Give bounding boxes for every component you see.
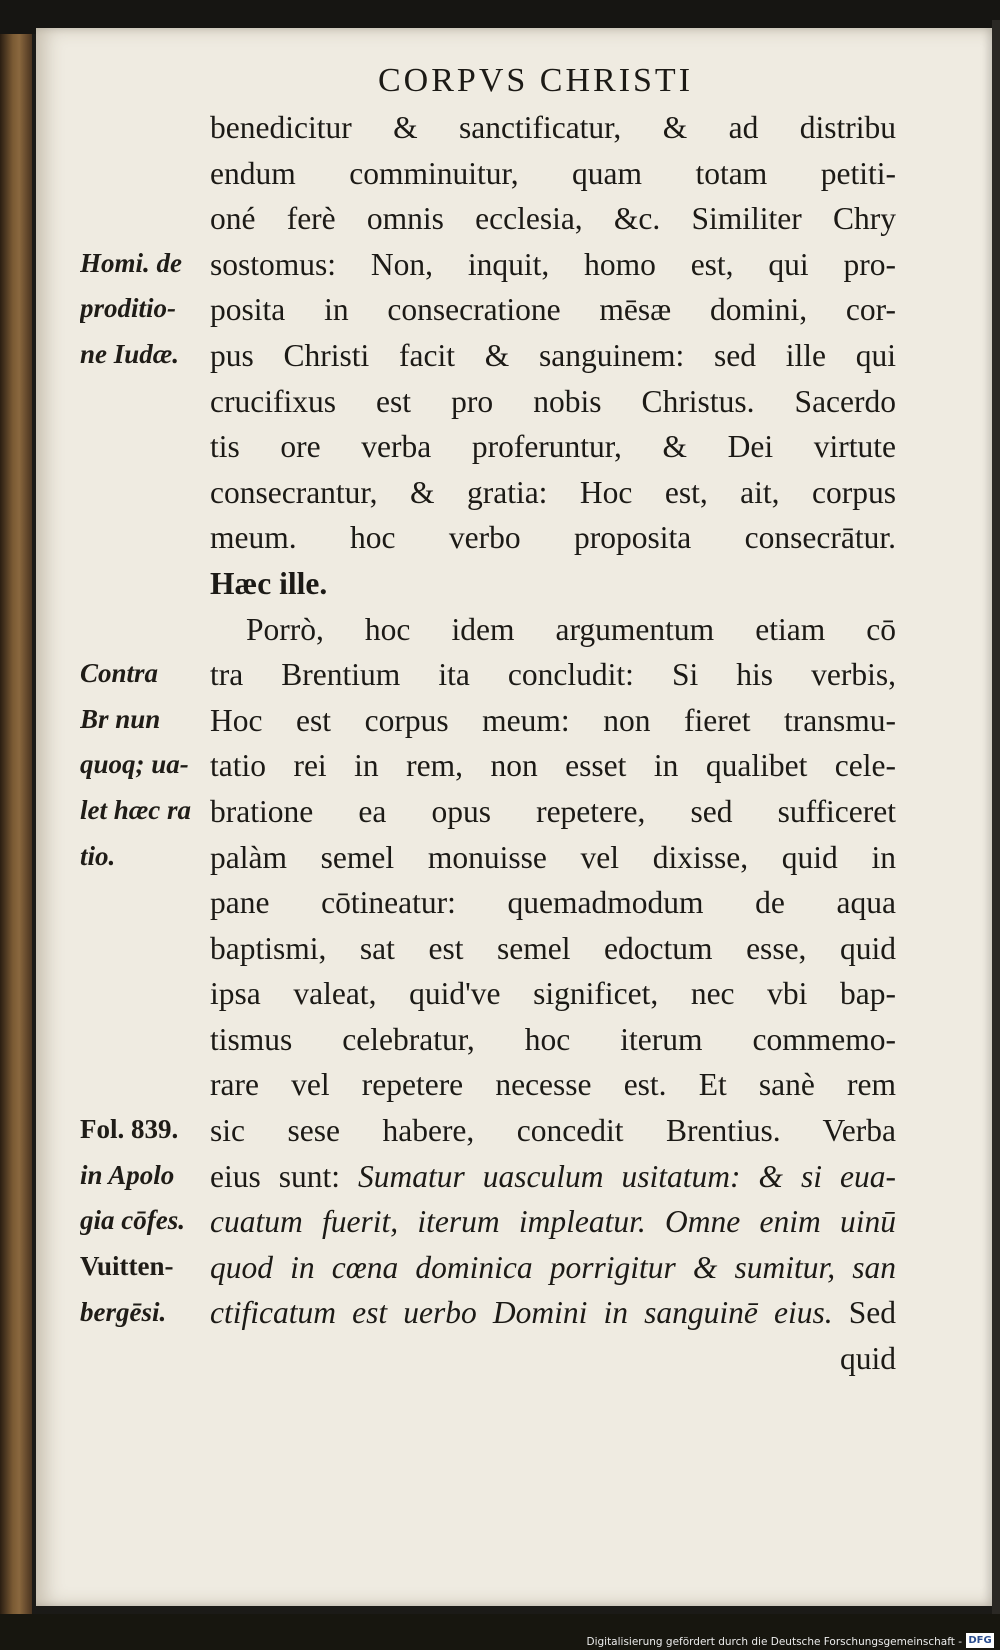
text-line: Hoc est corpus meum: non fieret transmu- — [210, 702, 896, 738]
book-spine — [0, 34, 32, 1614]
mixed-text-line — [210, 1154, 896, 1200]
text-line: rare vel repetere necesse est. Et sanè rem — [210, 1067, 896, 1103]
scan-right-edge — [992, 20, 1000, 1620]
italic-quotation: Sumatur uasculum usitatum: & si eua- — [358, 1158, 896, 1194]
text-line: tatio rei in rem, non esset in qualibet cele- — [210, 748, 896, 784]
margin-note: tio. — [80, 840, 116, 871]
paragraph-start-line: Porrò, hoc idem argumentum etiam cō — [246, 611, 896, 647]
margin-note: gia cōfes. — [80, 1205, 185, 1236]
running-head: CORPVS CHRISTI — [378, 62, 694, 99]
digitization-credit: Digitalisierung gefördert durch die Deutsche Forschungsgemeinschaft - — [586, 1636, 962, 1648]
margin-note: Homi. de — [80, 247, 182, 278]
text-line: pus Christi facit & sanguinem: sed ille qui — [210, 337, 896, 373]
italic-quotation-line: cuatum fuerit, iterum impleatur. Omne enim uinū — [210, 1204, 896, 1240]
roman-segment: eius sunt: — [210, 1158, 359, 1194]
text-line: tismus celebratur, hoc iterum commemo- — [210, 1021, 896, 1057]
italic-quotation: ctificatum est uerbo Domini in sanguinē eius. — [210, 1295, 833, 1331]
text-line: sostomus: Non, inquit, homo est, qui pro- — [210, 246, 896, 282]
text-line: pane cōtineatur: quemadmodum de aqua — [210, 885, 896, 921]
text-line: Hæc ille. — [210, 565, 328, 601]
text-line: consecrantur, & gratia: Hoc est, ait, corpus — [210, 474, 896, 510]
margin-note: in Apolo — [80, 1159, 175, 1190]
margin-note: proditio- — [80, 293, 177, 324]
text-line: endum comminuitur, quam totam petiti- — [210, 155, 896, 191]
body-text — [210, 105, 896, 1382]
text-line: palàm semel monuisse vel dixisse, quid in — [210, 839, 896, 875]
margin-note: Br nun — [80, 703, 161, 734]
text-line: tis ore verba proferuntur, & Dei virtute — [210, 429, 896, 465]
text-line: bratione ea opus repetere, sed sufficeret — [210, 793, 896, 829]
catchword: quid — [839, 1341, 896, 1377]
text-line: oné ferè omnis ecclesia, &c. Similiter Chry — [210, 201, 896, 237]
mixed-text-line — [210, 1290, 896, 1336]
margin-note: quoq; ua- — [80, 749, 189, 780]
margin-note: Fol. 839. — [80, 1114, 179, 1145]
text-line: benedicitur & sanctificatur, & ad distribu — [210, 110, 896, 145]
margin-note: Vuitten- — [80, 1251, 174, 1281]
dfg-logo: DFG — [966, 1633, 994, 1648]
text-line: posita in consecratione mēsæ domini, cor- — [210, 292, 896, 328]
margin-note: bergēsi. — [80, 1296, 167, 1327]
text-line: baptismi, sat est semel edoctum esse, quid — [210, 930, 896, 966]
text-line: tra Brentium ita concludit: Si his verbis, — [210, 657, 896, 693]
margin-note: Contra — [80, 658, 159, 689]
margin-note: let hæc ra — [80, 795, 191, 825]
text-line: ipsa valeat, quid've significet, nec vbi bap- — [210, 976, 896, 1012]
text-line: meum. hoc verbo proposita consecrātur. — [210, 520, 896, 556]
text-line: sic sese habere, concedit Brentius. Verba — [210, 1113, 896, 1149]
margin-note: ne Iudæ. — [80, 339, 180, 369]
italic-quotation-line: quod in cœna dominica porrigitur & sumitur, san — [210, 1249, 896, 1285]
roman-segment: Sed — [832, 1295, 896, 1331]
text-line: crucifixus est pro nobis Christus. Sacerdo — [210, 383, 896, 419]
